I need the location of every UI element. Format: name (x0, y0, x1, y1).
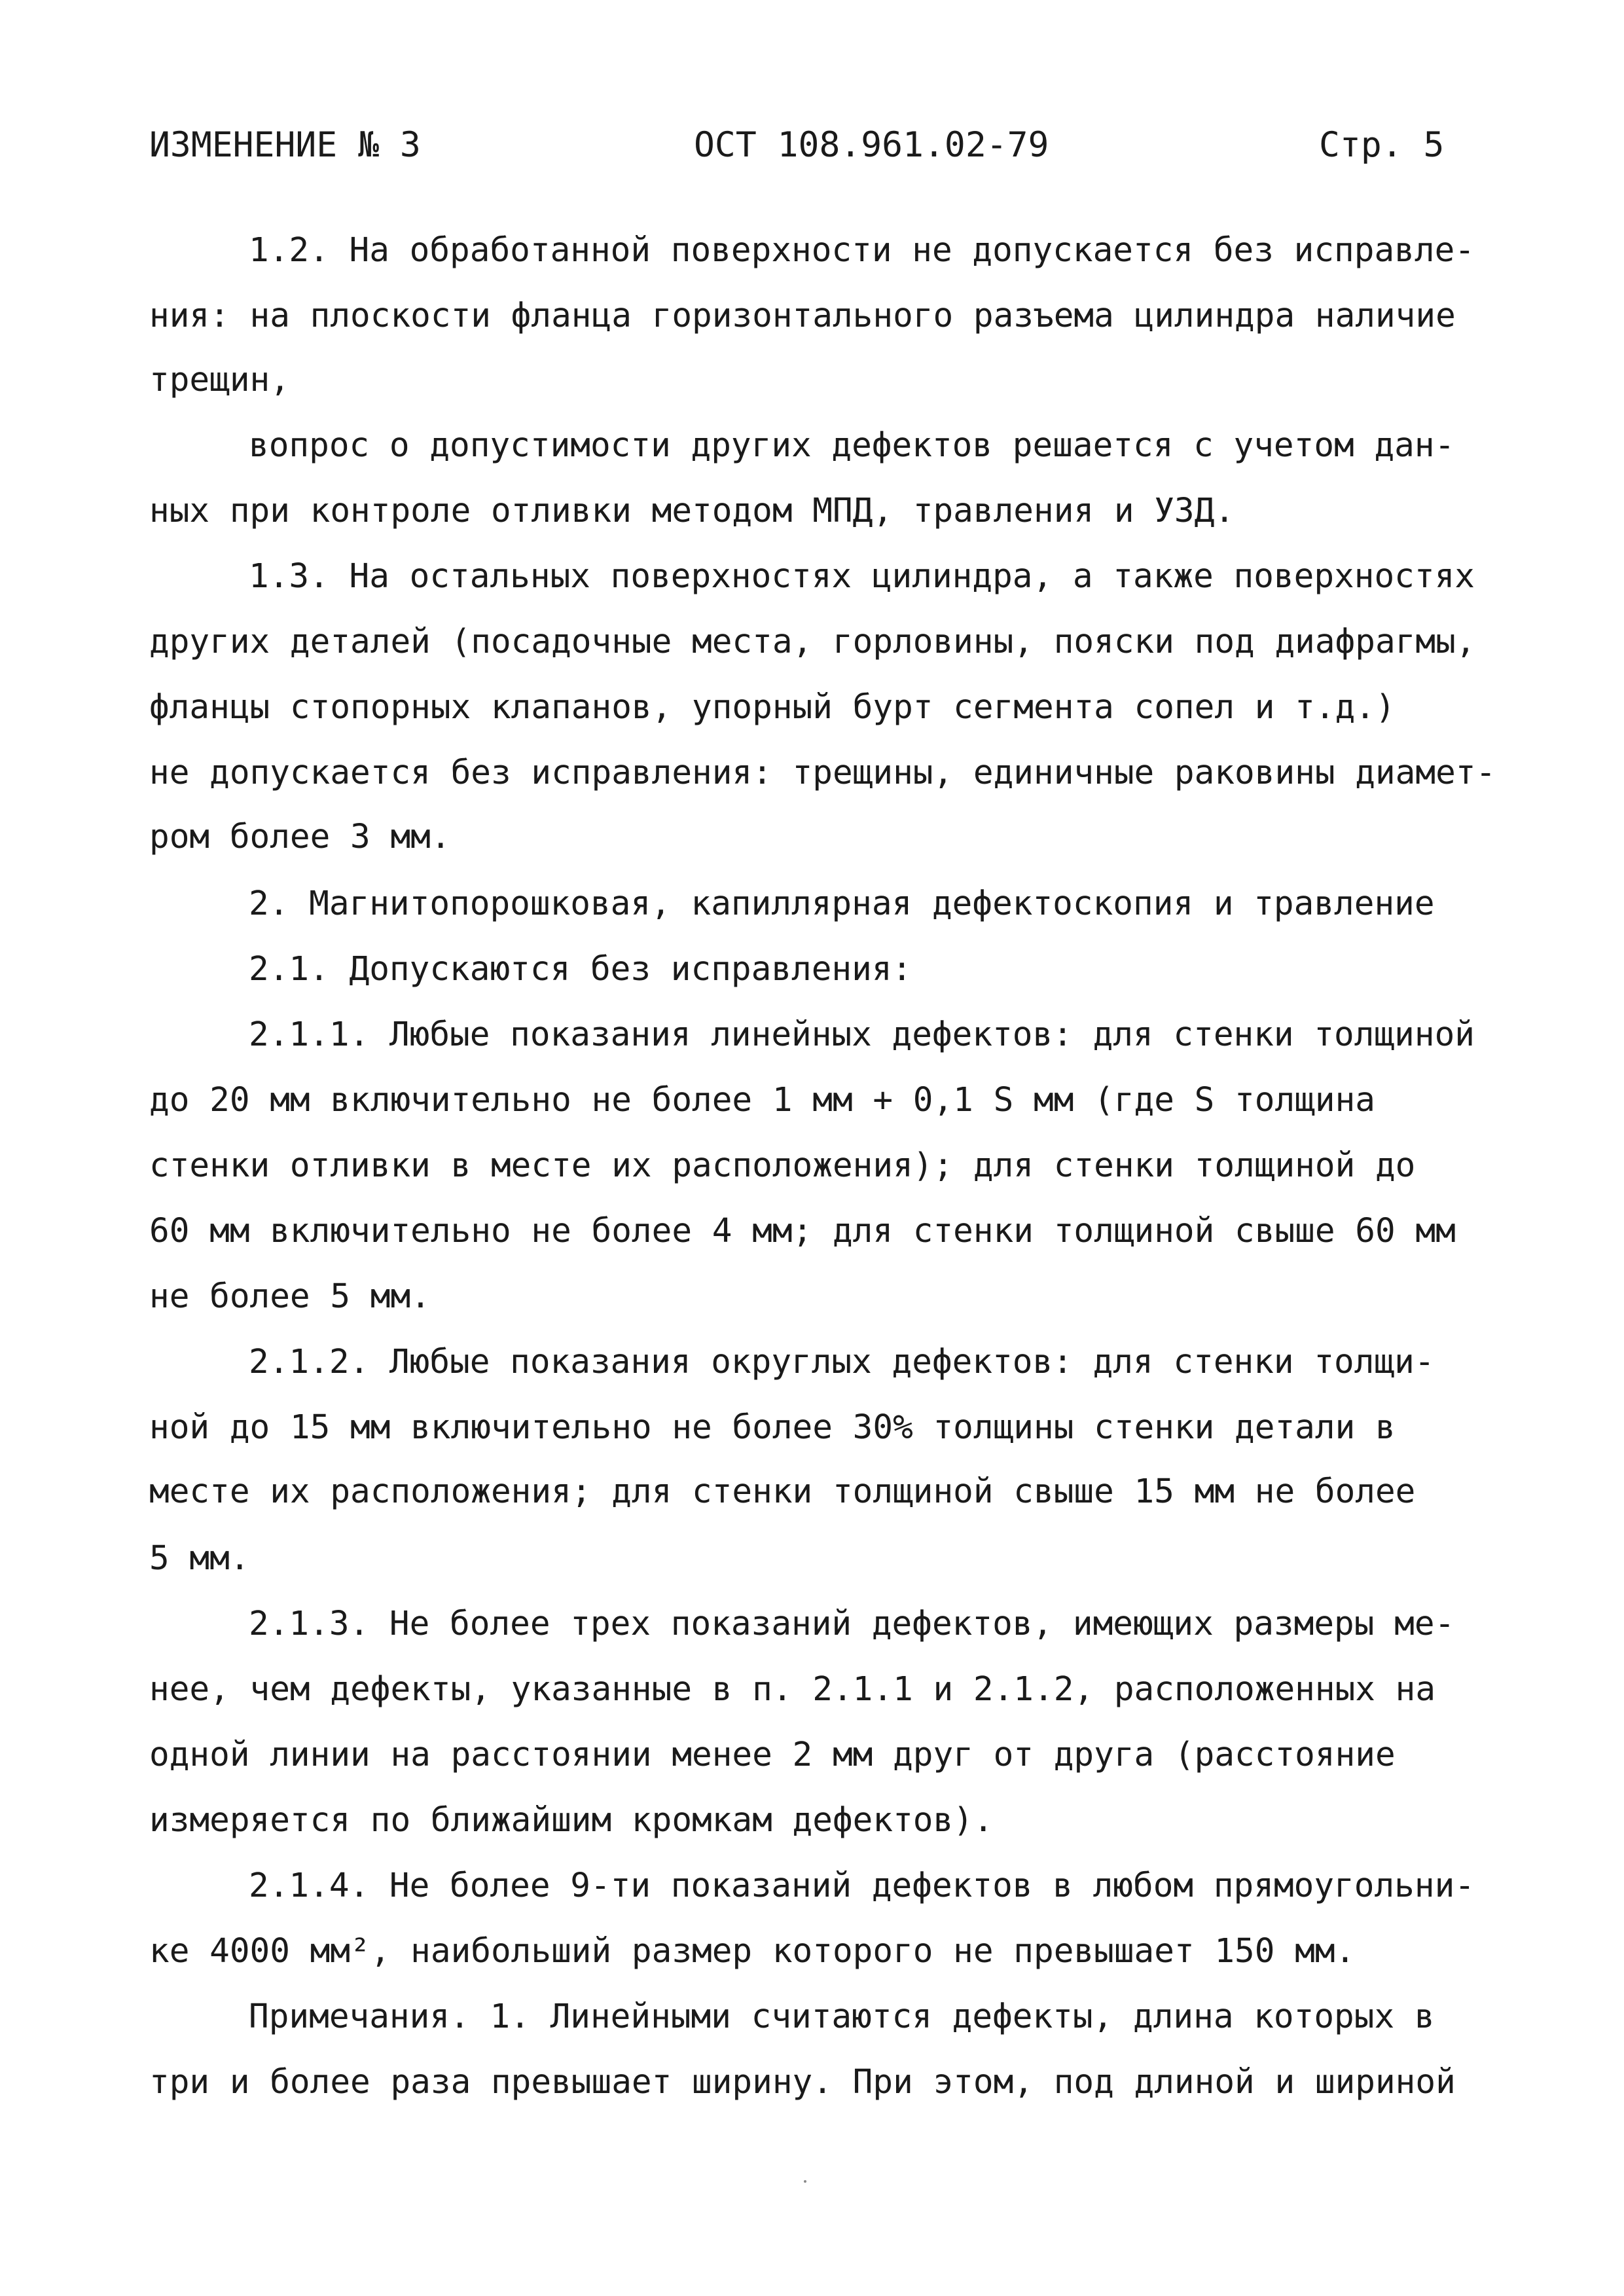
text-line: 2.1. Допускаются без исправления: (249, 950, 912, 989)
text-line: одной линии на расстоянии менее 2 мм друг от друга (расстояние (149, 1736, 1396, 1774)
text-line: ной до 15 мм включительно не более 30% толщины стенки детали в (149, 1408, 1396, 1447)
text-line: не более 5 мм. (149, 1277, 431, 1316)
text-line: фланцы стопорных клапанов, упорный бурт сегмента сопел и т.д.) (149, 688, 1396, 727)
text-line: 2.1.3. Не более трех показаний дефектов, имеющих размеры ме- (249, 1605, 1455, 1643)
text-line: до 20 мм включительно не более 1 мм + 0,1 S мм (где S толщина (149, 1081, 1375, 1120)
text-line: 2.1.1. Любые показания линейных дефектов: для стенки толщиной (249, 1015, 1475, 1054)
text-line: стенки отливки в месте их расположения); для стенки толщиной до (149, 1146, 1416, 1185)
notes-line: три и более раза превышает ширину. При этом, под длиной и шириной (149, 2063, 1456, 2102)
text-line: 2.1.4. Не более 9-ти показаний дефектов в любом прямоугольни- (249, 1867, 1475, 1905)
text-line: ром более 3 мм. (149, 818, 451, 856)
notes-line: Примечания. 1. Линейными считаются дефекты, длина которых в (249, 1997, 1435, 2036)
text-line: не допускается без исправления: трещины, единичные раковины диамет- (149, 754, 1496, 792)
text-line: 1.2. На обработанной поверхности не допускается без исправле- (249, 231, 1475, 270)
text-line: измеряется по ближайшим кромкам дефектов). (149, 1801, 994, 1840)
text-line: вопрос о допустимости других дефектов решается с учетом дан- (249, 426, 1455, 465)
page-number: Стр. 5 (1319, 125, 1445, 165)
text-line: ния: на плоскости фланца горизонтального разъема цилиндра наличие (149, 297, 1456, 335)
section-heading: 2. Магнитопорошковая, капиллярная дефектоскопия и травление (249, 884, 1435, 923)
amendment-number: ИЗМЕНЕНИЕ № 3 (149, 125, 421, 165)
text-line: 1.3. На остальных поверхностях цилиндра, а также поверхностях (249, 557, 1475, 596)
scan-speck (804, 2180, 806, 2183)
text-line: месте их расположения; для стенки толщиной свыше 15 мм не более (149, 1472, 1416, 1511)
text-line: 2.1.2. Любые показания округлых дефектов: для стенки толщи- (249, 1343, 1435, 1381)
text-line: других деталей (посадочные места, горловины, пояски под диафрагмы, (149, 623, 1476, 661)
text-line: ке 4000 мм², наибольший размер которого не превышает 150 мм. (149, 1932, 1356, 1971)
text-line: нее, чем дефекты, указанные в п. 2.1.1 и 2.1.2, расположенных на (149, 1670, 1436, 1709)
text-line: 5 мм. (149, 1539, 250, 1578)
standard-code: ОСТ 108.961.02-79 (694, 125, 1049, 165)
text-line: трещин, (149, 361, 290, 399)
text-line: 60 мм включительно не более 4 мм; для стенки толщиной свыше 60 мм (149, 1212, 1456, 1250)
text-line: ных при контроле отливки методом МПД, травления и УЗД. (149, 492, 1235, 530)
